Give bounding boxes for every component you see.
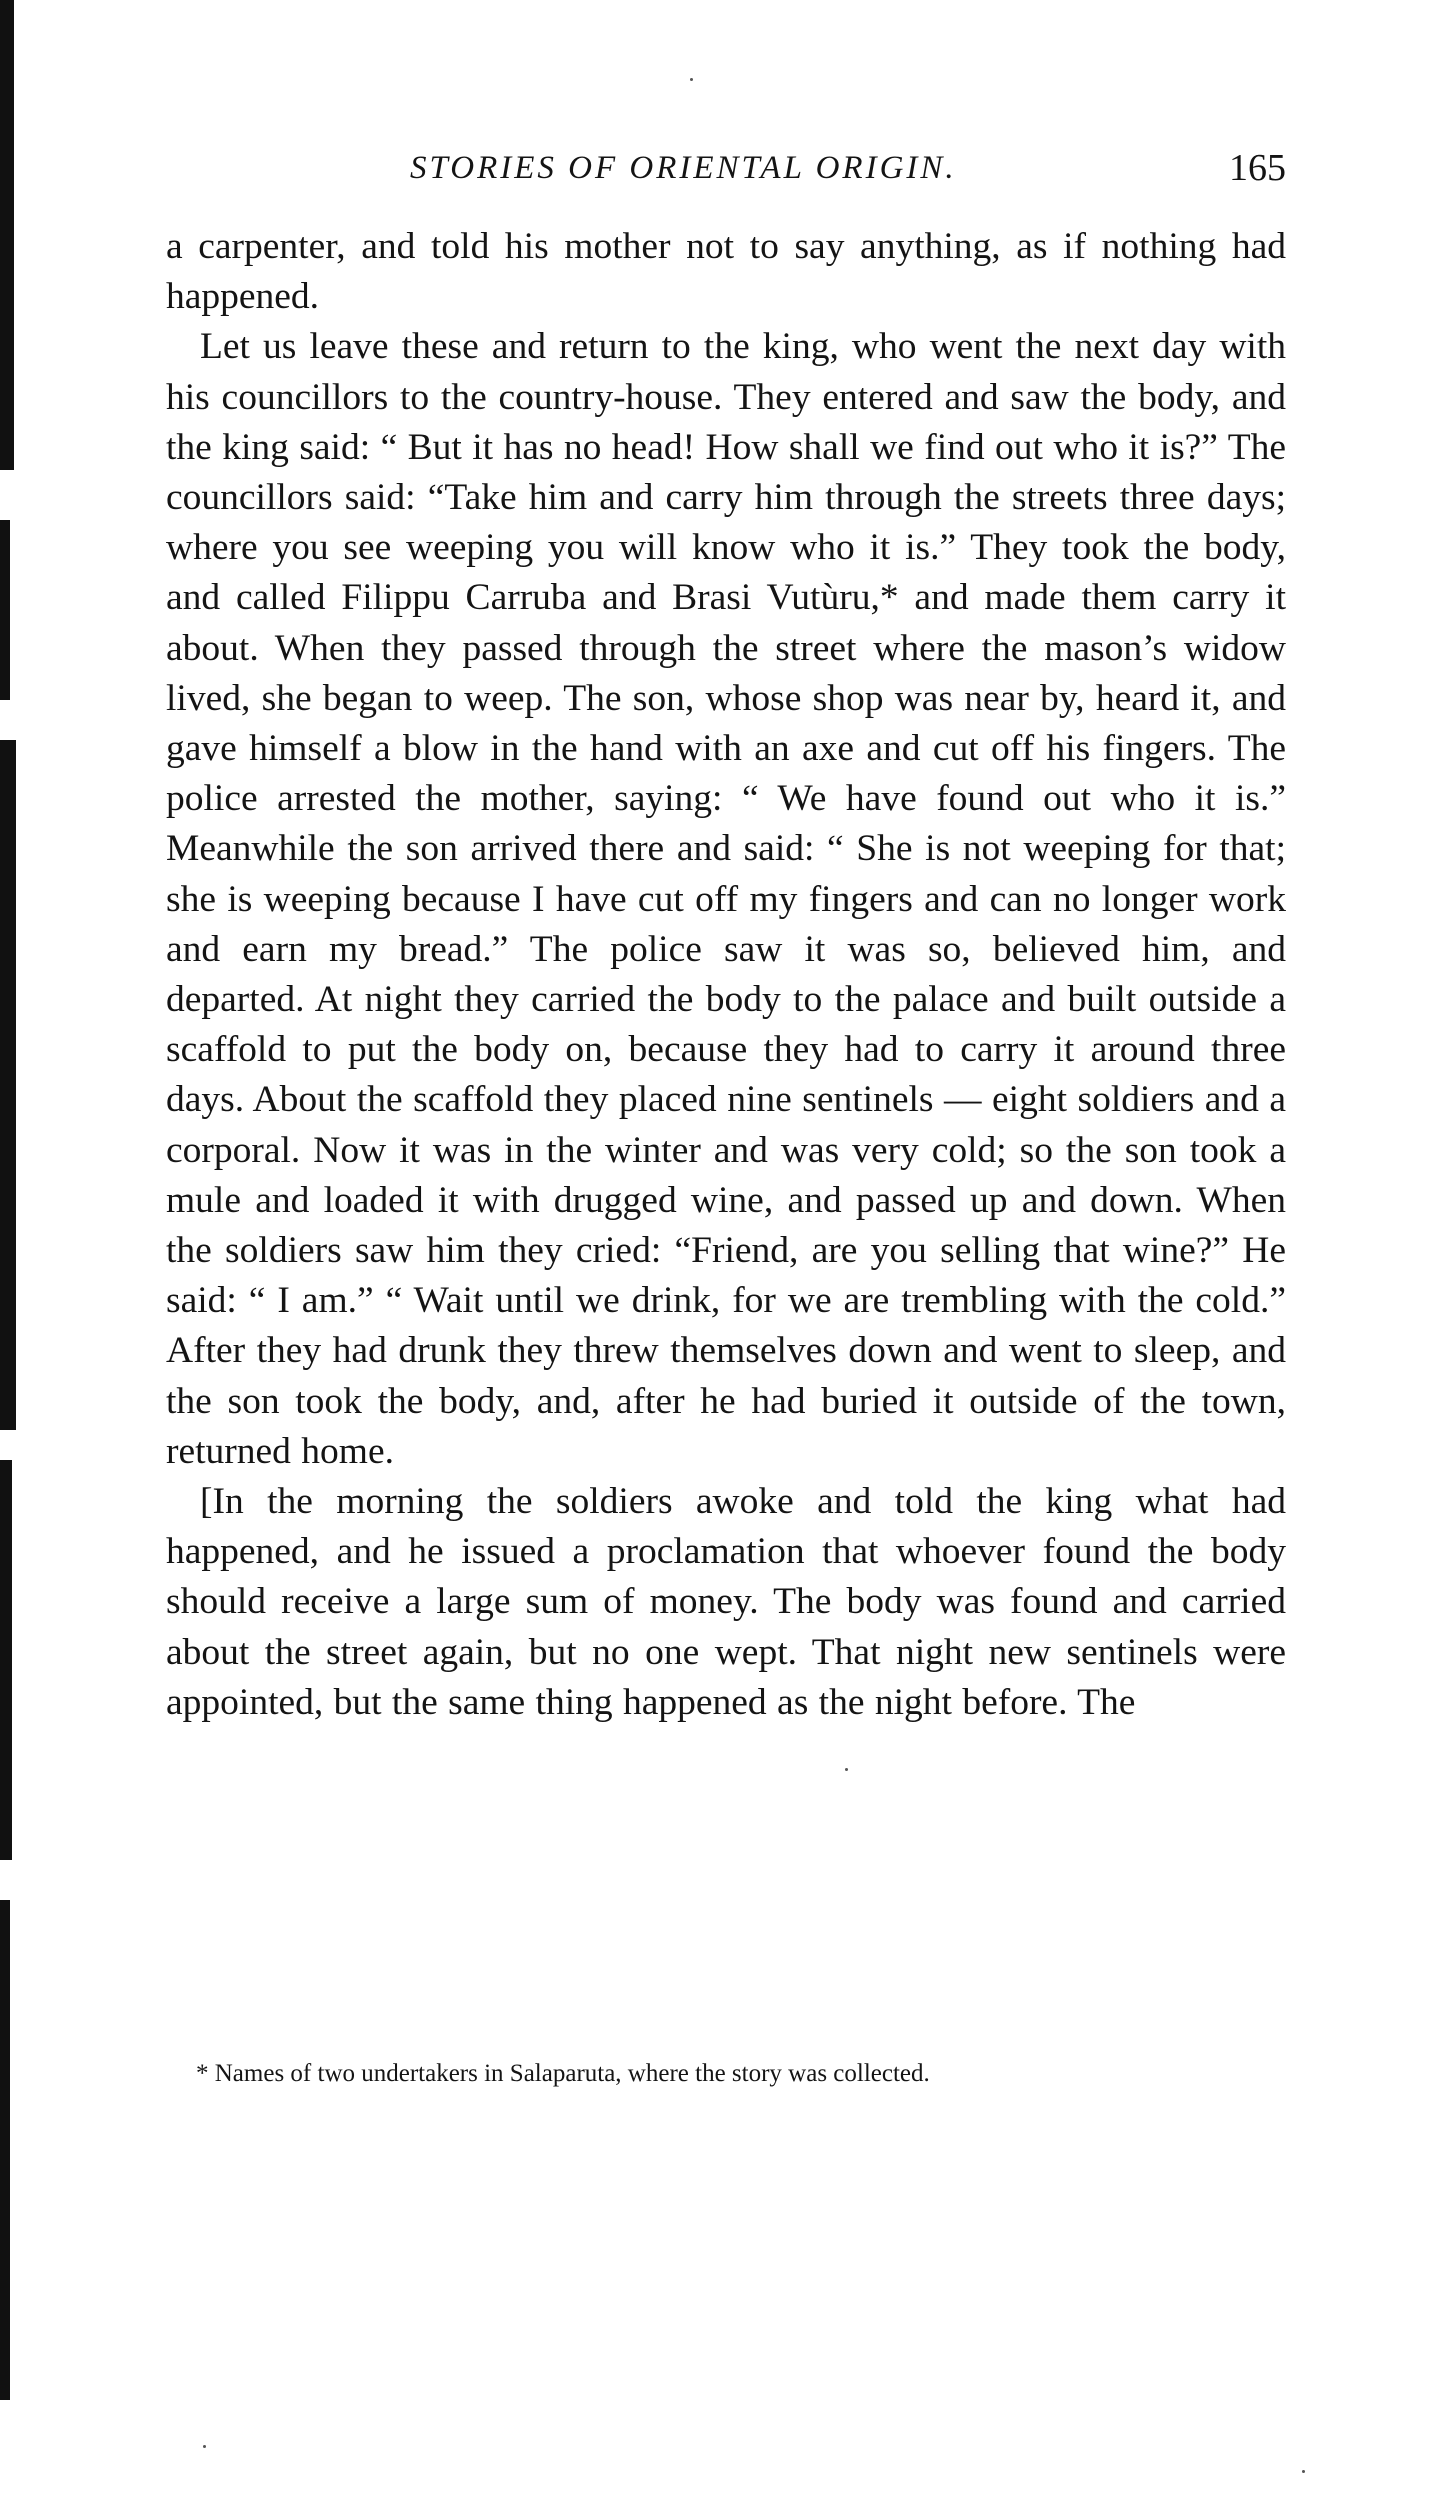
page-binding-edge bbox=[0, 1900, 10, 2400]
page-binding-edge bbox=[0, 740, 16, 1430]
page-binding-edge bbox=[0, 520, 10, 700]
footnote: * Names of two undertakers in Salaparuta, where the story was collected. bbox=[196, 2060, 930, 2087]
paragraph-continuation: a carpenter, and told his mother not to say anything, as if nothing had happened. bbox=[166, 226, 1286, 318]
paper-speck bbox=[845, 1768, 848, 1771]
paragraph-bracketed: [In the morning the soldiers awoke and told the king what had happened, and he issued a proclamation that whoever found the body should receive a large sum of money. The body was found and carried about the street again, but no one wept. That night new sentinels were appointed, but the same thing happened as the night before. The bbox=[166, 1481, 1286, 1723]
paragraph-main: Let us leave these and return to the king, who went the next day with his councillors to the country-house. They entered and saw the body, and the king said: “ But it has no head! How shall we find out who it is?” The councillors said: “Take him and carry him through the streets three days; where you see weeping you will know who it is.” They took the body, and called Filippu Carruba and Brasi Vutùru,* and made them carry it about. When they passed through the street where the mason’s widow lived, she began to weep. The son, whose shop was near by, heard it, and gave himself a blow in the hand with an axe and cut off his fingers. The police arrested the mother, saying: “ We have found out who it is.” Meanwhile the son arrived there and said: “ She is not weeping for that; she is weeping because I have cut off my fingers and can no longer work and earn my bread.” The police saw it was so, believed him, and departed. At night they carried the body to the palace and built outside a scaffold to put the body on, because they had to carry it around three days. About the scaffold they placed nine sentinels — eight soldiers and a corporal. Now it was in the winter and was very cold; so the son took a mule and loaded it with drugged wine, and passed up and down. When the soldiers saw him they cried: “Friend, are you selling that wine?” He said: “ I am.” “ Wait until we drink, for we are trembling with the cold.” After they had drunk they threw themselves down and went to sleep, and the son took the body, and, after he had buried it outside of the town, returned home. bbox=[166, 326, 1286, 1472]
paper-speck bbox=[690, 78, 693, 81]
body-text bbox=[166, 222, 1286, 1728]
page-binding-edge bbox=[0, 1460, 12, 1860]
paper-speck bbox=[1302, 2470, 1305, 2473]
paper-speck bbox=[203, 2445, 206, 2448]
page-number: 165 bbox=[1229, 147, 1286, 189]
running-title: STORIES OF ORIENTAL ORIGIN. bbox=[410, 150, 957, 186]
page-binding-edge bbox=[0, 0, 14, 470]
running-head bbox=[166, 146, 1286, 200]
